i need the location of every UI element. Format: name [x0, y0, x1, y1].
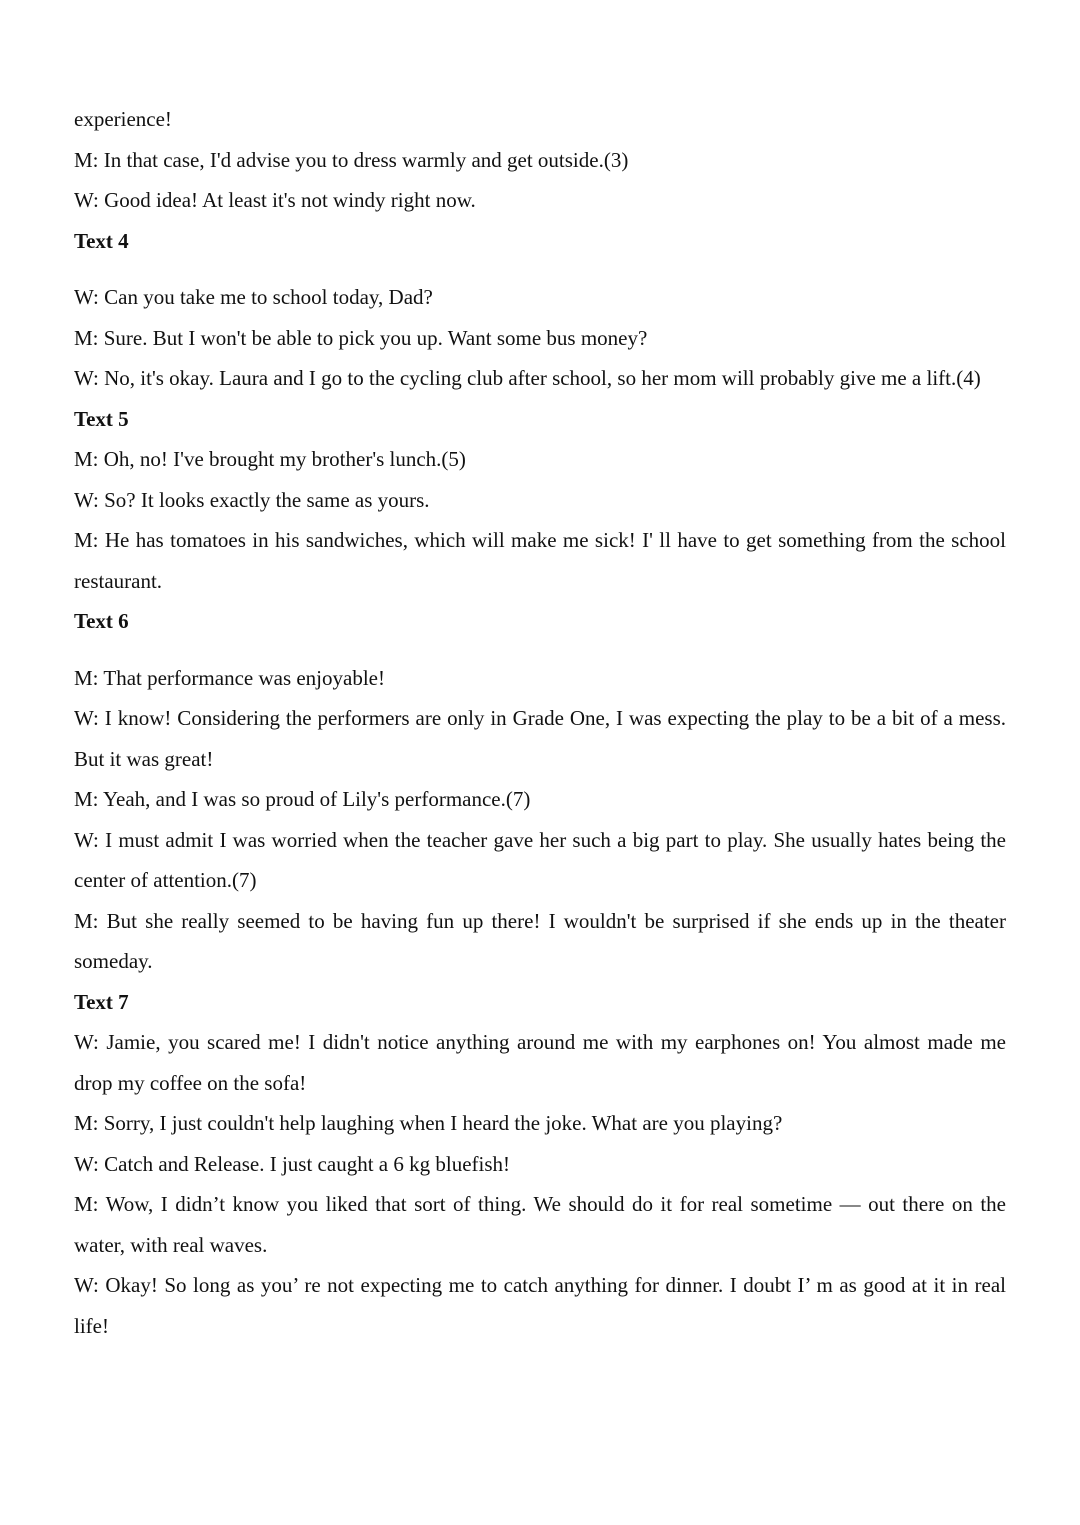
dialogue-line: M: Oh, no! I've brought my brother's lunch.(5)	[74, 447, 466, 471]
text7-heading: Text 7	[74, 989, 129, 1014]
dialogue-line: M: Sure. But I won't be able to pick you up. Want some bus money?	[74, 325, 648, 350]
text5-heading: Text 5	[74, 406, 129, 431]
dialogue-line: W: I know! Considering the performers are only in Grade One, I was expecting the play to be a bit of a mess. But it was great!	[74, 706, 1006, 771]
dialogue-line: M: That performance was enjoyable!	[74, 665, 385, 690]
dialogue-line: W: Okay! So long as you’ re not expecting me to catch anything for dinner. I doubt I’ m as good at it in real life!	[74, 1273, 1006, 1338]
dialogue-line: W: Can you take me to school today, Dad?	[74, 285, 433, 309]
dialogue-line: M: Wow, I didn’t know you liked that sort of thing. We should do it for real sometime — out there on the water, with real waves.	[74, 1192, 1006, 1257]
dialogue-line: M: Sorry, I just couldn't help laughing when I heard the joke. What are you playing?	[74, 1111, 783, 1135]
dialogue-line: M: Yeah, and I was so proud of Lily's performance.(7)	[74, 787, 531, 811]
text6-heading: Text 6	[74, 609, 129, 633]
dialogue-line: W: No, it's okay. Laura and I go to the cycling club after school, so her mom will probably give me a lift.(4)	[74, 366, 981, 390]
transcript-page	[74, 99, 1006, 1346]
dialogue-line: W: So? It looks exactly the same as yours.	[74, 487, 430, 512]
dialogue-line: M: He has tomatoes in his sandwiches, which will make me sick! I' ll have to get something from the school restaurant.	[74, 528, 1006, 593]
text5-section	[74, 399, 1006, 602]
text3-continuation-line: experience!	[74, 107, 172, 131]
dialogue-line: W: Catch and Release. I just caught a 6 kg bluefish!	[74, 1151, 511, 1176]
text4-section	[74, 221, 1006, 399]
dialogue-line: W: Jamie, you scared me! I didn't notice anything around me with my earphones on! You almost made me drop my coffee on the sofa!	[74, 1030, 1006, 1095]
dialogue-line: W: Good idea! At least it's not windy right now.	[74, 188, 476, 212]
text6-section	[74, 601, 1006, 982]
dialogue-line: W: I must admit I was worried when the teacher gave her such a big part to play. She usually hates being the center of attention.(7)	[74, 827, 1006, 892]
text4-heading: Text 4	[74, 228, 129, 253]
dialogue-line: M: But she really seemed to be having fun up there! I wouldn't be surprised if she ends up in the theater someday.	[74, 908, 1006, 973]
text3-tail-section	[74, 99, 1006, 221]
dialogue-line: M: In that case, I'd advise you to dress warmly and get outside.(3)	[74, 147, 629, 172]
text7-section	[74, 982, 1006, 1347]
